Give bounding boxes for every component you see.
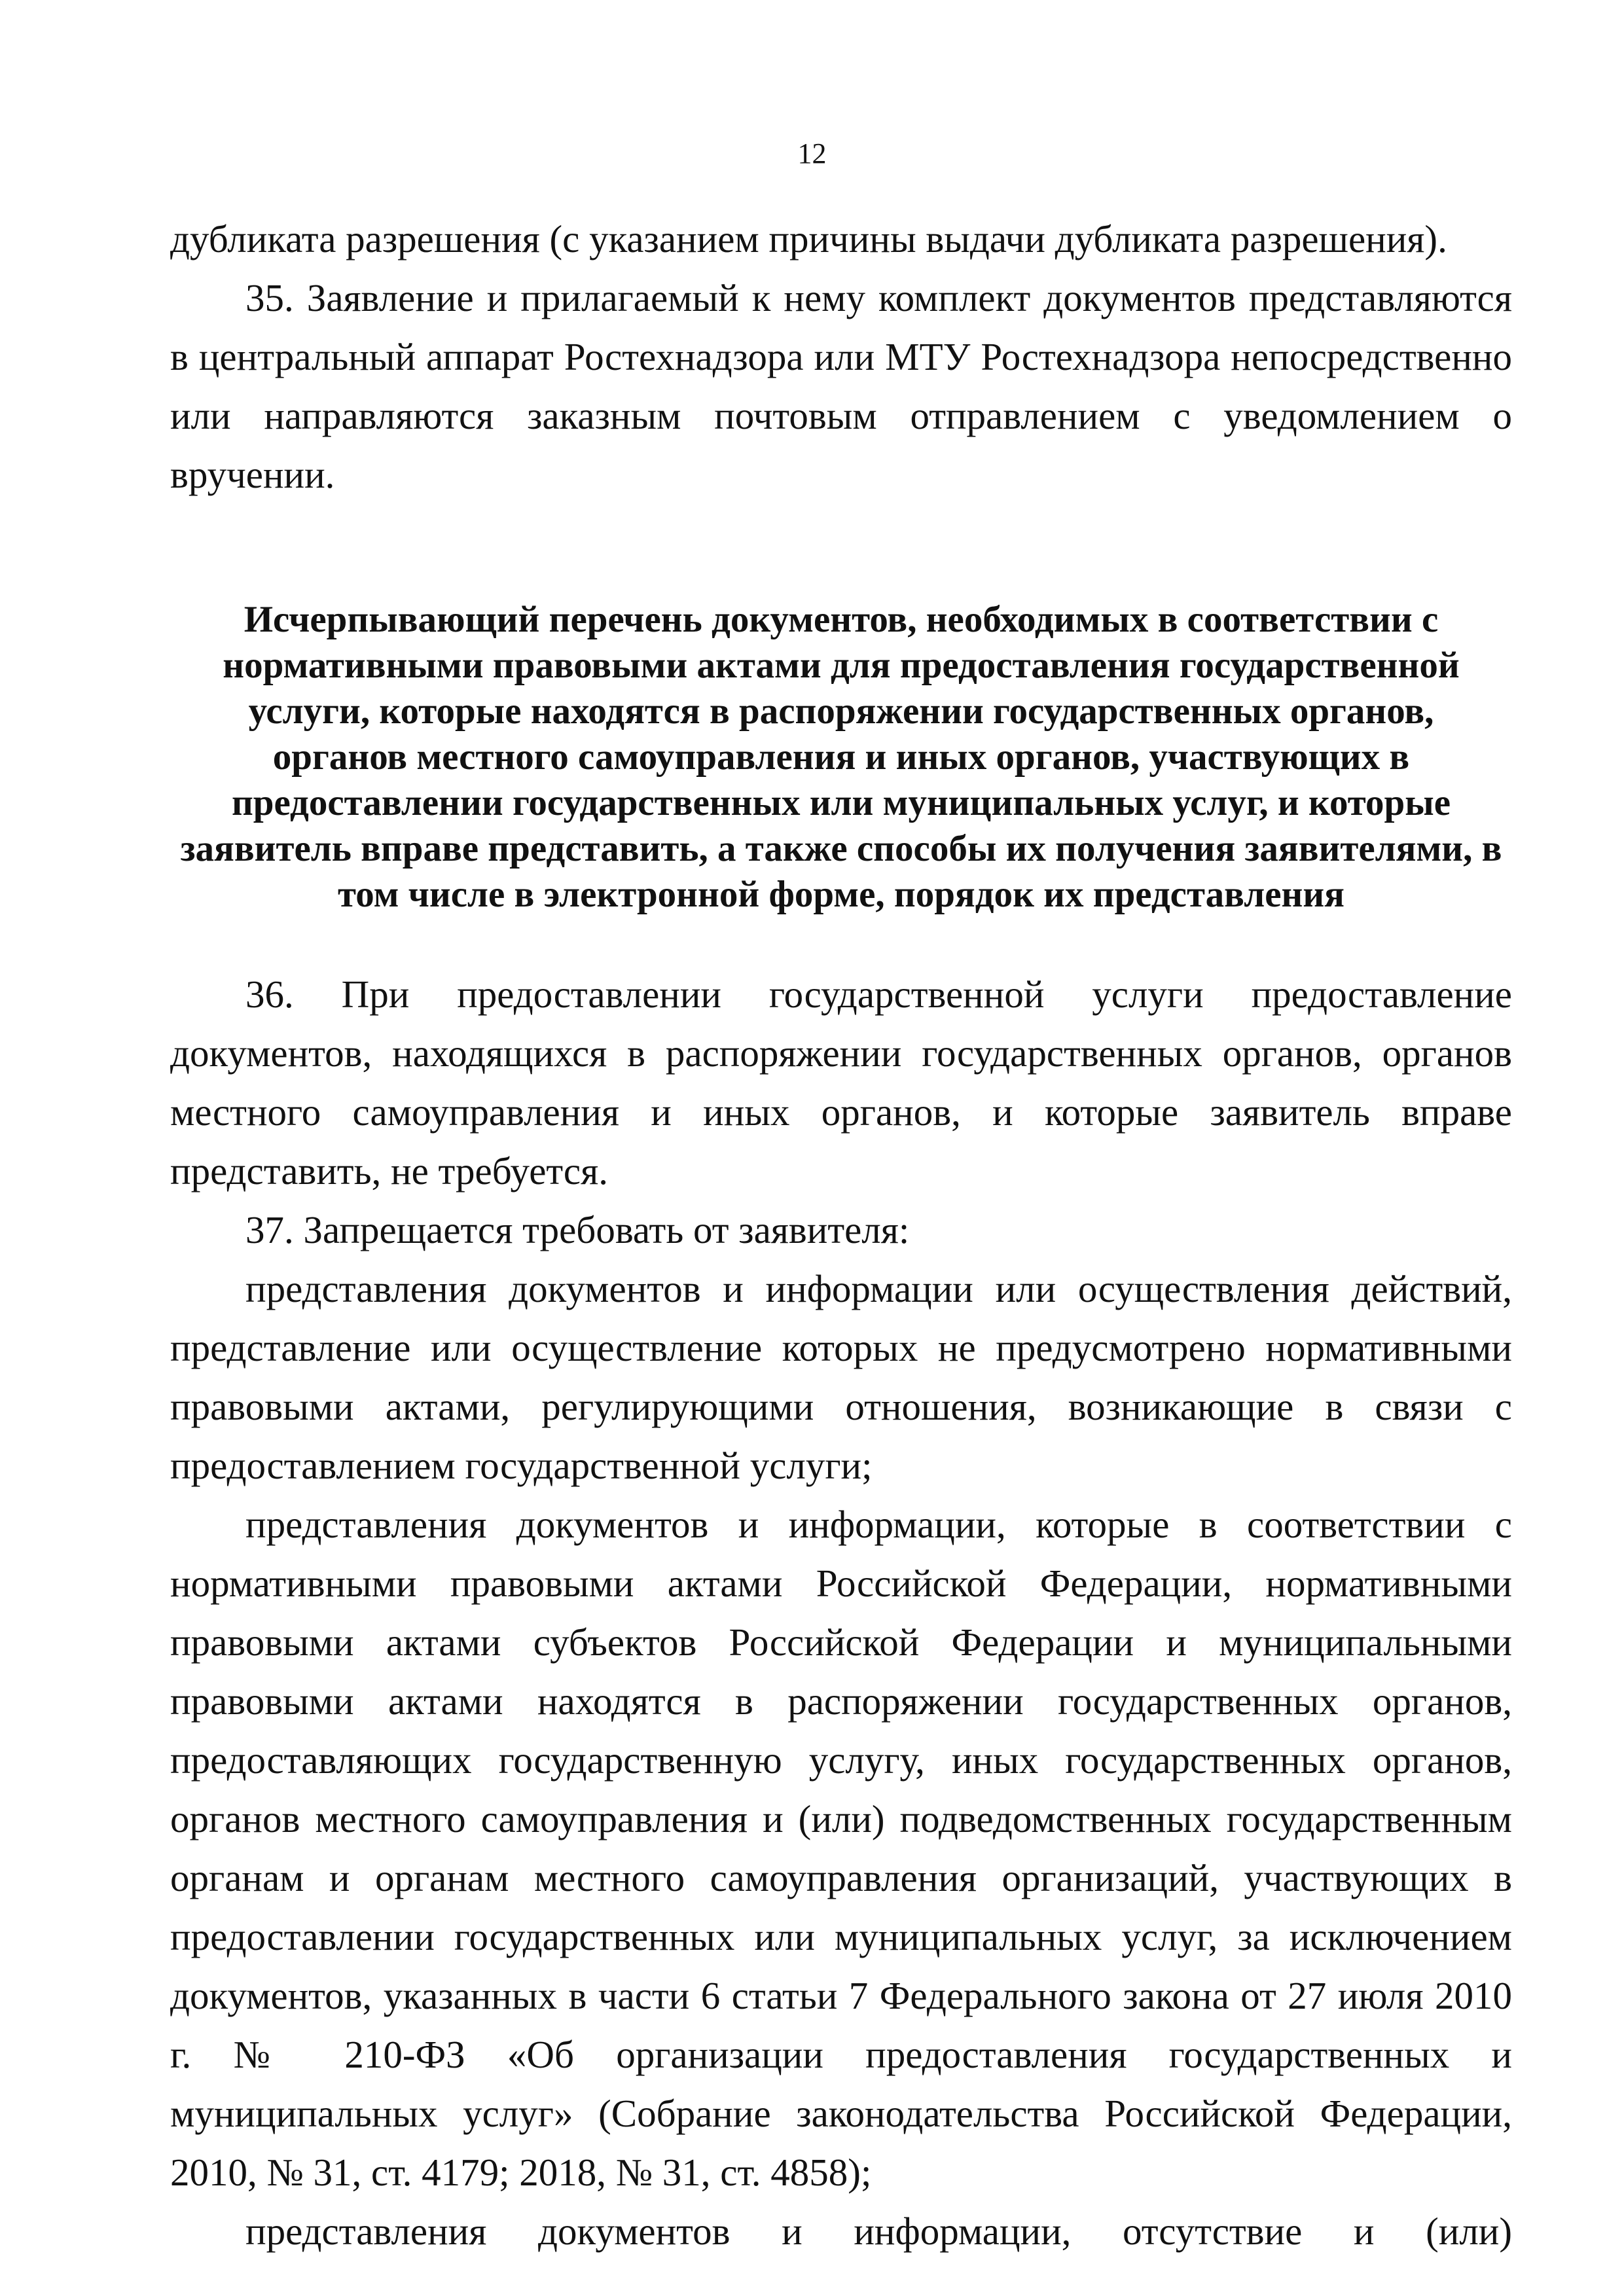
document-body xyxy=(170,209,1512,2261)
paragraph-duplicate-permit-continuation: дубликата разрешения (с указанием причины выдачи дубликата разрешения). xyxy=(170,217,1447,260)
paragraph-37-item-2: представления документов и информации, которые в соответствии с нормативными правовыми актами Российской Федерации, нормативными правовыми актами субъектов Российской Федерации и муниципальными правовыми актами находятся в распоряжении государственных органов, предоставляющих государственную услугу, иных государственных органов, органов местного самоуправления и (или) подведомственных государственным органам и органам местного самоуправления организаций, участвующих в предоставлении государственных или муниципальных услуг, за исключением документов, указанных в части 6 статьи 7 Федерального закона от 27 июля 2010 г. № 210-ФЗ «Об организации предоставления государственных и муниципальных услуг» (Собрание законодательства Российской Федерации, 2010, № 31, ст. 4179; 2018, № 31, ст. 4858); xyxy=(170,1503,1512,2194)
section-heading: Исчерпывающий перечень документов, необходимых в соответствии с нормативными правовыми актами для предоставления государственной услуги, которые находятся в распоряжении государственных органов, органов местного самоуправления и иных органов, участвующих в предоставлении государственных или муниципальных услуг, и которые заявитель вправе представить, а также способы их получения заявителями, в том числе в электронной форме, порядок их представления xyxy=(180,599,1502,915)
paragraph-36: 36. При предоставлении государственной услуги предоставление документов, находящихся в распоряжении государственных органов, органов местного самоуправления и иных органов, и которые заявитель вправе представить, не требуется. xyxy=(170,973,1512,1193)
paragraph-37: 37. Запрещается требовать от заявителя: xyxy=(245,1208,910,1251)
paragraph-37-item-3: представления документов и информации, отсутствие и (или) xyxy=(245,2210,1512,2253)
paragraph-37-item-1: представления документов и информации или осуществления действий, представление или осуществление которых не предусмотрено нормативными правовыми актами, регулирующими отношения, возникающие в связи с предоставлением государственной услуги; xyxy=(170,1267,1512,1487)
paragraph-35: 35. Заявление и прилагаемый к нему комплект документов представляются в центральный аппарат Ростехнадзора или МТУ Ростехнадзора непосредственно или направляются заказным почтовым отправлением с уведомлением о вручении. xyxy=(170,276,1512,496)
page-number: 12 xyxy=(797,137,827,170)
